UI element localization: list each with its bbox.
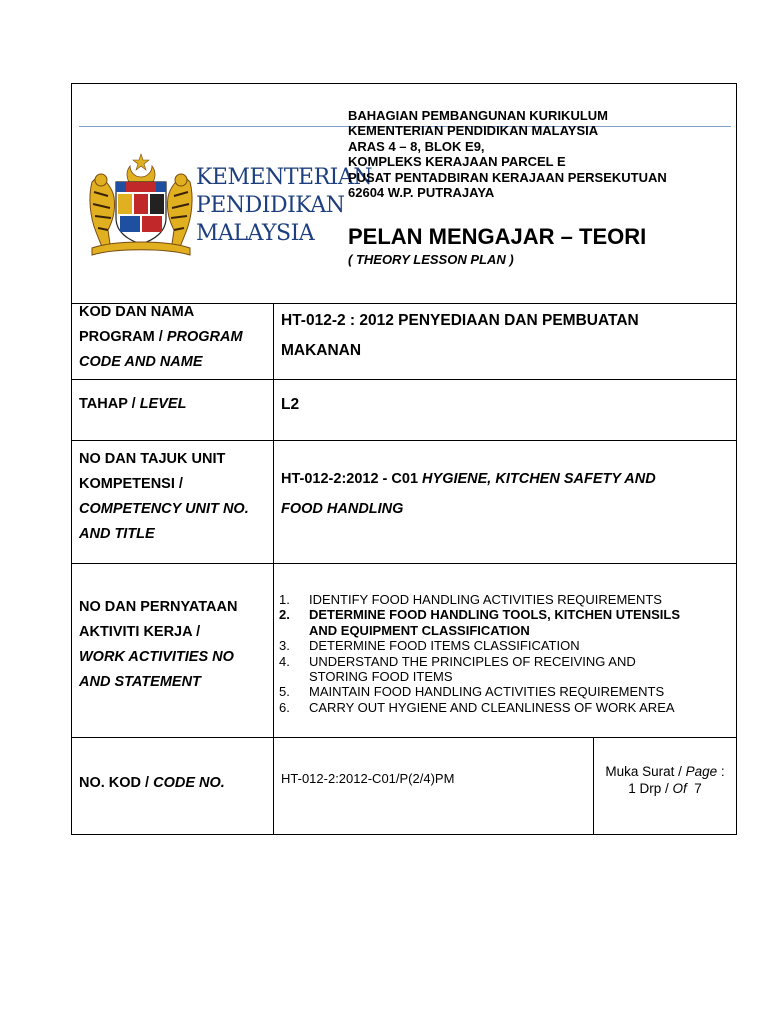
address-line: BAHAGIAN PEMBANGUNAN KURIKULUM [348, 108, 608, 123]
level-label: TAHAP / LEVEL [79, 396, 187, 412]
program-label: KOD DAN NAMA PROGRAM / PROGRAM CODE AND NAME [79, 304, 243, 370]
program-label-cell [72, 303, 274, 379]
ministry-address [348, 108, 667, 200]
document-header [72, 84, 736, 304]
code-value: HT-012-2:2012-C01/P(2/4)PM [281, 771, 455, 786]
program-row [72, 303, 736, 380]
ministry-logo [86, 152, 372, 257]
address-line: PUSAT PENTADBIRAN KERAJAAN PERSEKUTUAN [348, 169, 667, 185]
page-subtitle: ( THEORY LESSON PLAN ) [348, 252, 514, 267]
program-value: HT-012-2 : 2012 PENYEDIAAN DAN PEMBUATAN MAKANAN [281, 312, 639, 359]
lesson-plan-frame [71, 83, 737, 835]
ministry-name-line3: MALAYSIA [196, 221, 315, 246]
page-number-cell: Muka Surat / Page : 1 Drp / Of 7 [593, 737, 736, 835]
activities-label-cell [72, 563, 274, 737]
ministry-name-line2: PENDIDIKAN [196, 193, 345, 218]
address-line: KOMPLEKS KERAJAAN PARCEL E [348, 154, 566, 170]
unit-label-cell [72, 440, 274, 563]
code-row [72, 737, 736, 835]
list-item: 3. DETERMINE FOOD ITEMS CLASSIFICATION [279, 638, 580, 654]
ministry-name-line1: KEMENTERIAN [196, 165, 372, 190]
list-item: 4. UNDERSTAND THE PRINCIPLES OF RECEIVING AND STORING FOOD ITEMS [279, 653, 636, 685]
coat-of-arms-icon [86, 152, 196, 257]
list-item: 5. MAINTAIN FOOD HANDLING ACTIVITIES REQUIREMENTS [279, 684, 665, 700]
level-value: L2 [281, 396, 300, 413]
page-title: PELAN MENGAJAR – TEORI [348, 224, 647, 249]
work-activities-list [279, 592, 680, 715]
activities-label: NO DAN PERNYATAAN AKTIVITI KERJA / WORK ACTIVITIES NO AND STATEMENT [79, 599, 238, 690]
address-line: ARAS 4 – 8, BLOK E9, [348, 138, 485, 154]
unit-value: HT-012-2:2012 - C01 HYGIENE, KITCHEN SAFETY AND FOOD HANDLING [281, 471, 656, 517]
code-label-cell [72, 737, 274, 835]
competency-unit-row [72, 440, 736, 564]
level-row [72, 379, 736, 441]
list-item: 1. IDENTIFY FOOD HANDLING ACTIVITIES REQUIREMENTS [279, 592, 662, 607]
address-line: 62604 W.P. PUTRAJAYA [348, 185, 495, 201]
ministry-name [196, 164, 372, 248]
address-line: KEMENTERIAN PENDIDIKAN MALAYSIA [348, 123, 599, 139]
list-item: 2. DETERMINE FOOD HANDLING TOOLS, KITCHEN UTENSILS AND EQUIPMENT CLASSIFICATION [279, 607, 680, 638]
code-label: NO. KOD / CODE NO. [79, 775, 225, 791]
level-label-cell [72, 379, 274, 440]
work-activities-row [72, 563, 736, 738]
unit-label: NO DAN TAJUK UNIT KOMPETENSI / COMPETENCY UNIT NO. AND TITLE [79, 451, 249, 542]
list-item: 6. CARRY OUT HYGIENE AND CLEANLINESS OF WORK AREA [279, 699, 675, 715]
